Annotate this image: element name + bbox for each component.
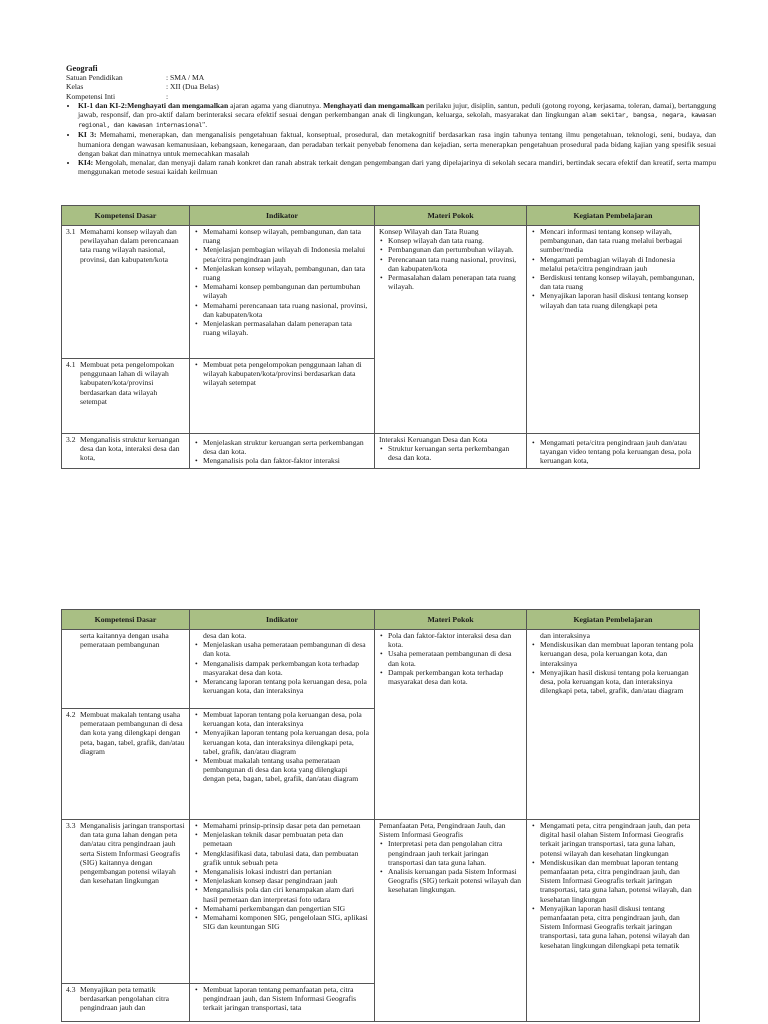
list-item: • Merancang laporan tentang pola keruangan desa, pola keruangan kota, dan interaksinya bbox=[203, 677, 370, 695]
list-item: • Mendiskusikan dan membuat laporan tentang pola keruangan desa, pola keruangan kota, dan interaksinya bbox=[540, 640, 695, 668]
header-indikator: Indikator bbox=[190, 206, 375, 226]
list-item: • Menyajikan hasil diskusi tentang pola keruangan desa, pola keruangan kota, dan interaksinya dilengkapi peta, tabel, grafik, dan/atau diagram bbox=[540, 668, 695, 696]
list-item: • Mendiskusikan dan membuat laporan tentang pemanfaatan peta, citra pengindraan jauh, dan Sistem Informasi Geografis terkait jaringan transportasi, tata guna lahan, potensi wilayah, dan kesehatan lingkungan bbox=[540, 858, 695, 904]
list-item: • Mengamati peta, citra pengindraan jauh, dan peta digital hasil olahan Sistem Informasi Geografis terkait jaringan transportasi, tata guna lahan, potensi wilayah dan kesehatan lingkungan bbox=[540, 821, 695, 858]
table-row bbox=[62, 226, 700, 359]
field-satuan: Satuan Pendidikan : SMA / MA bbox=[66, 73, 205, 83]
list-item: • Mengamati peta/citra pengindraan jauh dan/atau tayangan video tentang pola keruangan desa, pola keruangan kota, bbox=[540, 438, 695, 466]
list-item: • Memahami perencanaan tata ruang nasional, provinsi, dan kabupaten/kota bbox=[203, 301, 370, 319]
ki-4: • KI4: Mengolah, menalar, dan menyaji dalam ranah konkret dan ranah abstrak terkait dengan pengembangan dari yang dipelajarinya di sekolah secara mandiri, bertindak secara efektif dan kreatif, serta mampu menggunakan metode sesuai kaidah keilmuan bbox=[78, 158, 716, 176]
header-kegiatan: Kegiatan Pembelajaran bbox=[527, 206, 700, 226]
subject-title: Geografi bbox=[66, 64, 98, 73]
indikator-cell bbox=[190, 820, 375, 984]
ki-1-2: • KI-1 dan KI-2:Menghayati dan mengamalkan ajaran agama yang dianutnya. Menghayati dan mengamalkan perilaku jujur, disiplin, santun, peduli (gotong royong, kerjasama, toleran, damai), bertanggung jawab, responsif, dan pro-aktif dalam berinteraksi secara efektif sesuai dengan perkembangan anak di lingkungan, keluarga, sekolah, masyarakat dan lingkungan alam sekitar, bangsa, negara, kawasan regional, dan kawasan internasional". bbox=[78, 101, 716, 131]
list-item: • Mengamati pembagian wilayah di Indonesia melalui peta/citra pengindraan jauh bbox=[540, 255, 695, 273]
list-item: • Menyajikan laporan tentang pola keruangan desa, pola keruangan kota, dan interaksinya dilengkapi peta, tabel, grafik, dan/atau diagram bbox=[203, 728, 370, 756]
table-header-row bbox=[62, 610, 700, 630]
kegiatan-cell bbox=[527, 226, 700, 434]
indikator-cell bbox=[190, 984, 375, 1022]
list-item: • Menjelaskan struktur keruangan serta perkembangan desa dan kota. bbox=[203, 438, 370, 456]
header-materi-pokok: Materi Pokok bbox=[375, 206, 527, 226]
header-indikator: Indikator bbox=[190, 610, 375, 630]
list-item: • Analisis keruangan pada Sistem Informasi Geografis (SIG) terkait potensi wilayah dan kesehatan lingkungan. bbox=[388, 867, 522, 895]
list-item: • Menjelaskan usaha pemerataan pembangunan di desa dan kota. bbox=[203, 640, 370, 658]
list-item: • Menjelaskan permasalahan dalam penerapan tata ruang wilayah. bbox=[203, 319, 370, 337]
list-item: • Membuat peta pengelompokan penggunaan lahan di wilayah kabupaten/kota/provinsi berdasarkan data wilayah setempat bbox=[203, 360, 370, 388]
kegiatan-cell bbox=[527, 820, 700, 1022]
kd-cell: 4.1 Membuat peta pengelompokan penggunaan lahan di wilayah kabupaten/kota/provinsi berdasarkan data wilayah setempat bbox=[62, 359, 190, 434]
list-item: • Menjelaskan teknik dasar pembuatan peta dan pemetaan bbox=[203, 830, 370, 848]
list-item: • Menjelaskan konsep dasar pengindraan jauh bbox=[203, 876, 370, 885]
header-kegiatan: Kegiatan Pembelajaran bbox=[527, 610, 700, 630]
kd-cell: 3.2 Menganalisis struktur keruangan desa dan kota, interaksi desa dan kota, bbox=[62, 434, 190, 469]
field-kelas: Kelas : XII (Dua Belas) bbox=[66, 82, 219, 92]
list-item: • Konsep wilayah dan tata ruang. bbox=[388, 236, 522, 245]
table-row bbox=[62, 630, 700, 709]
kd-cell: 3.1 Memahami konsep wilayah dan pewilayahan dalam perencanaan tata ruang wilayah nasional, provinsi, dan kabupaten/kota bbox=[62, 226, 190, 359]
list-item: • Memahami perkembangan dan pengertian SIG bbox=[203, 904, 370, 913]
syllabus-table-2 bbox=[61, 609, 700, 1022]
materi-cell: Konsep Wilayah dan Tata Ruang • Konsep wilayah dan tata ruang. • Pembangunan dan pertumbuhan wilayah. • Perencanaan tata ruang nasional, provinsi, dan kabupaten/kota • Permasalahan dalam penerapan tata ruang wilayah. bbox=[375, 226, 527, 434]
kd-cell: serta kaitannya dengan usaha pemerataan pembangunan bbox=[62, 630, 190, 709]
indikator-cell bbox=[190, 359, 375, 434]
kompetensi-inti-list bbox=[66, 101, 716, 177]
list-item: • Interpretasi peta dan pengolahan citra pengindraan jauh terkait jaringan transportasi dan tata guna lahan. bbox=[388, 839, 522, 867]
list-item: • Membuat makalah tentang usaha pemerataan pembangunan di desa dan kota yang dilengkapi dengan peta, bagan, tabel, grafik, dan/atau diagram bbox=[203, 756, 370, 784]
indikator-cell: desa dan kota. • Menjelaskan usaha pemerataan pembangunan di desa dan kota. • Menganalisis dampak perkembangan kota terhadap masyarakat desa dan kota. • Merancang laporan tentang pola keruangan desa, pola keruangan kota, dan interaksinya bbox=[190, 630, 375, 709]
materi-cell: Pemanfaatan Peta, Pengindraan Jauh, dan Sistem Informasi Geografis • Interpretasi peta dan pengolahan citra pengindraan jauh terkait jaringan transportasi dan tata guna lahan. • Analisis keruangan pada Sistem Informasi Geografis (SIG) terkait potensi wilayah dan kesehatan lingkungan. bbox=[375, 820, 527, 1022]
list-item: • Berdiskusi tentang konsep wilayah, pembangunan, dan tata ruang bbox=[540, 273, 695, 291]
list-item: • Memahami komponen SIG, pengelolaan SIG, aplikasi SIG dan keuntungan SIG bbox=[203, 913, 370, 931]
list-item: • Menganalisis pola dan ciri kenampakan alam dari hasil pemetaan dan interpretasi foto udara bbox=[203, 885, 370, 903]
list-item: • Menjelaskan konsep wilayah, pembangunan, dan tata ruang bbox=[203, 264, 370, 282]
indikator-cell bbox=[190, 226, 375, 359]
kegiatan-cell: dan interaksinya • Mendiskusikan dan membuat laporan tentang pola keruangan desa, pola keruangan kota, dan interaksinya • Menyajikan hasil diskusi tentang pola keruangan desa, pola keruangan kota, dan interaksinya dilengkapi peta, tabel, grafik, dan/atau diagram bbox=[527, 630, 700, 820]
materi-cell: Interaksi Keruangan Desa dan Kota • Struktur keruangan serta perkembangan desa dan kota. bbox=[375, 434, 527, 469]
list-item: • Menganalisis pola dan faktor-faktor interaksi bbox=[203, 456, 370, 465]
table-row bbox=[62, 820, 700, 984]
ki-3: • KI 3: Memahami, menerapkan, dan menganalisis pengetahuan faktual, konseptual, prosedural, dan metakognitif berdasarkan rasa ingin tahunya tentang ilmu pengetahuan, teknologi, seni, budaya, dan humaniora dengan wawasan kemanusiaan, kebangsaan, kenegaraan, dan peradaban terkait penyebab fenomena dan kejadian, serta menerapkan pengetahuan prosedural pada bidang kajian yang spesifik sesuai dengan bakat dan minatnya untuk memecahkan masalah bbox=[78, 130, 716, 158]
list-item: • Struktur keruangan serta perkembangan desa dan kota. bbox=[388, 444, 522, 462]
kd-cell: 3.3 Menganalisis jaringan transportasi dan tata guna lahan dengan peta dan/atau citra pengindraan jauh serta Sistem Informasi Geografis (SIG) kaitannya dengan pengembangan potensi wilayah dan kesehatan lingkungan bbox=[62, 820, 190, 984]
table-row bbox=[62, 434, 700, 469]
indikator-cell bbox=[190, 709, 375, 820]
header-kompetensi-dasar: Kompetensi Dasar bbox=[62, 610, 190, 630]
list-item: • Memahami prinsip-prinsip dasar peta dan pemetaan bbox=[203, 821, 370, 830]
list-item: • Menyajikan laporan hasil diskusi tentang pemanfaatan peta, citra pengindraan jauh, dan Sistem Informasi Geografis terkait jaringan transportasi, tata guna lahan, potensi wilayah dan kesehatan lingkungan dilengkapi peta tematik bbox=[540, 904, 695, 950]
list-item: • Menganalisis dampak perkembangan kota terhadap masyarakat desa dan kota. bbox=[203, 659, 370, 677]
document-header bbox=[66, 64, 716, 176]
list-item: • Pembangunan dan pertumbuhan wilayah. bbox=[388, 245, 522, 254]
list-item: • Perencanaan tata ruang nasional, provinsi, dan kabupaten/kota bbox=[388, 255, 522, 273]
header-kompetensi-dasar: Kompetensi Dasar bbox=[62, 206, 190, 226]
list-item: • Menjelasjan pembagian wilayah di Indonesia melalui peta/citra pengindraan jauh bbox=[203, 245, 370, 263]
field-kompetensi-inti: Kompetensi Inti : bbox=[66, 91, 169, 101]
list-item: • Pola dan faktor-faktor interaksi desa dan kota. bbox=[388, 631, 522, 649]
kd-cell: 4.2 Membuat makalah tentang usaha pemerataan pembangunan di desa dan kota yang dilengkapi dengan peta, bagan, tabel, grafik, dan/atau diagram bbox=[62, 709, 190, 820]
kegiatan-cell bbox=[527, 434, 700, 469]
kd-cell: 4.3 Menyajikan peta tematik berdasarkan pengolahan citra pengindraan jauh dan bbox=[62, 984, 190, 1022]
materi-cell bbox=[375, 630, 527, 820]
list-item: • Usaha pemerataan pembangunan di desa dan kota. bbox=[388, 649, 522, 667]
list-item: • Menyajikan laporan hasil diskusi tentang konsep wilayah dan tata ruang dilengkapi peta bbox=[540, 291, 695, 309]
list-item: • Membuat laporan tentang pola keruangan desa, pola keruangan kota, dan interaksinya bbox=[203, 710, 370, 728]
list-item: • Mengklasifikasi data, tabulasi data, dan pembuatan grafik untuk sebuah peta bbox=[203, 849, 370, 867]
list-item: • Memahami konsep wilayah, pembangunan, dan tata ruang bbox=[203, 227, 370, 245]
table-header-row bbox=[62, 206, 700, 226]
list-item: • Mencari informasi tentang konsep wilayah, pembangunan, dan tata ruang melalui berbagai sumber/media bbox=[540, 227, 695, 255]
list-item: • Menganalisis lokasi industri dan pertanian bbox=[203, 867, 370, 876]
list-item: • Permasalahan dalam penerapan tata ruang wilayah. bbox=[388, 273, 522, 291]
list-item: • Memahami konsep pembangunan dan pertumbuhan wilayah bbox=[203, 282, 370, 300]
syllabus-table-1 bbox=[61, 205, 700, 469]
header-materi-pokok: Materi Pokok bbox=[375, 610, 527, 630]
indikator-cell bbox=[190, 434, 375, 469]
list-item: • Membuat laporan tentang pemanfaatan peta, citra pengindraan jauh, dan Sistem Informasi Geografis terkait jaringan transportasi, tata bbox=[203, 985, 370, 1013]
list-item: • Dampak perkembangan kota terhadap masyarakat desa dan kota. bbox=[388, 668, 522, 686]
